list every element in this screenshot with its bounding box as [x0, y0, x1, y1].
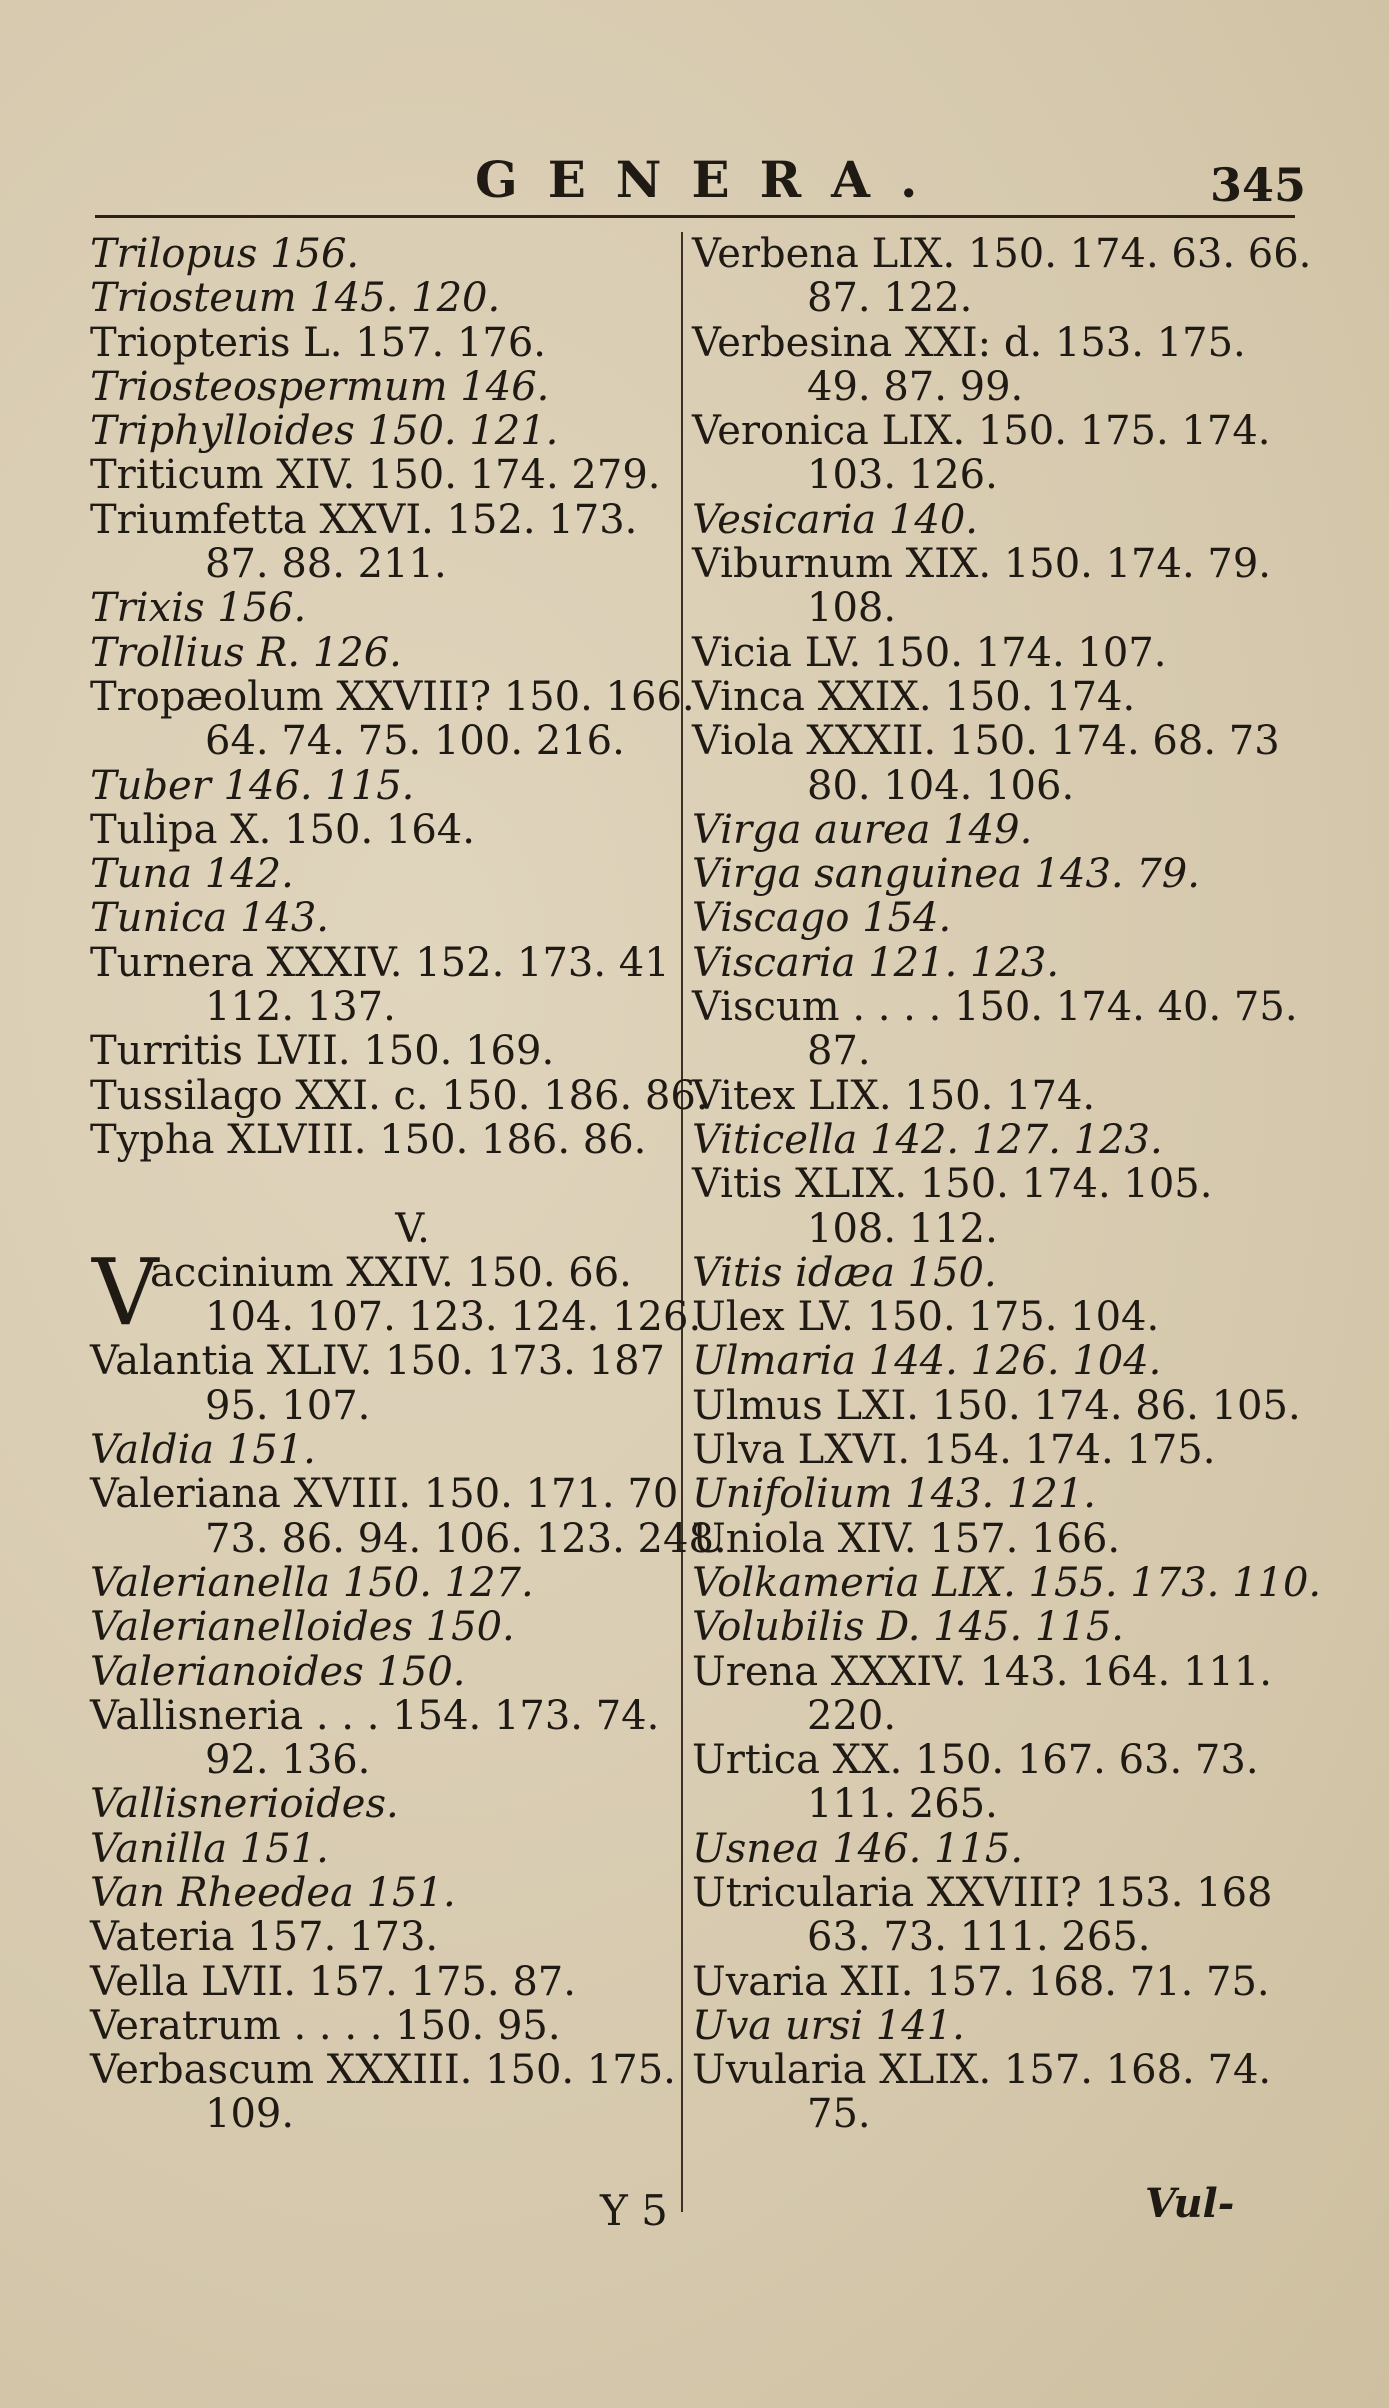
index-entry-continuation — [692, 365, 1312, 409]
index-entry-text: Veratrum . . . . 150. 95. — [90, 2002, 561, 2049]
index-entry — [90, 232, 675, 276]
index-entry-text: 108. — [807, 585, 897, 632]
index-entry-text: Vallisneria . . . 154. 173. 74. — [90, 1692, 660, 1739]
index-entry — [90, 1871, 675, 1915]
index-entry — [90, 1072, 709, 1119]
index-entry — [692, 1738, 1312, 1782]
index-entry — [692, 2004, 1312, 2048]
index-entry-text: Turnera XXXIV. 152. 173. 41 — [90, 939, 670, 986]
index-entry — [692, 719, 1312, 763]
index-entry — [692, 409, 1312, 453]
index-entry-continuation — [90, 542, 675, 586]
index-entry-text: Viscago 154. — [692, 895, 952, 942]
left-column — [90, 231, 727, 2138]
index-entry — [692, 852, 1312, 896]
index-entry — [692, 321, 1312, 365]
index-entry-text: Vanilla 151. — [90, 1825, 329, 1872]
index-entry-text: Uvaria XII. 157. 168. 71. 75. — [692, 1958, 1270, 2005]
index-entry-text: Tunica 143. — [90, 895, 330, 942]
index-entry — [692, 2048, 1312, 2092]
index-entry-text: Viola XXXII. 150. 174. 68. 73 — [692, 718, 1280, 765]
index-entry-text: Tuber 146. 115. — [90, 762, 415, 809]
index-entry — [90, 1029, 675, 1073]
index-entry-text: Verbena LIX. 150. 174. 63. 66. — [692, 231, 1312, 277]
index-entry-text: Turritis LVII. 150. 169. — [90, 1028, 555, 1075]
drop-cap-letter: V — [92, 1238, 159, 1346]
index-entry — [90, 852, 675, 896]
index-entry — [692, 498, 1312, 542]
index-entry-text: 73. 86. 94. 106. 123. 248. — [205, 1515, 727, 1562]
index-entry-text: 87. 88. 211. — [205, 541, 447, 588]
index-entry-text: V. — [395, 1205, 430, 1252]
index-entry — [692, 542, 1312, 586]
header-rule — [95, 215, 1295, 218]
index-entry-continuation — [692, 276, 1312, 320]
index-entry-text: Triphylloides 150. 121. — [90, 408, 559, 455]
index-entry-text: Typha XLVIII. 150. 186. 86. — [90, 1116, 647, 1163]
index-entry — [692, 1827, 1312, 1871]
index-entry — [692, 232, 1312, 276]
index-entry-text: Utricularia XXVIII? 153. 168 — [692, 1869, 1273, 1916]
index-entry-text: Ulex LV. 150. 175. 104. — [692, 1294, 1160, 1341]
blank-line — [90, 1162, 675, 1206]
index-entry-text: Tuna 142. — [90, 851, 294, 898]
index-entry-text: Urena XXXIV. 143. 164. 111. — [692, 1648, 1272, 1695]
index-entry-text: Verbesina XXI: d. 153. 175. — [692, 319, 1246, 366]
index-entry — [90, 498, 675, 542]
index-entry-text: Uvularia XLIX. 157. 168. 74. — [692, 2047, 1272, 2094]
index-entry-text: Vella LVII. 157. 175. 87. — [90, 1958, 576, 2005]
index-entry-continuation — [692, 764, 1312, 808]
index-entry — [90, 276, 675, 320]
index-entry — [692, 808, 1312, 852]
index-entry — [692, 1251, 1312, 1295]
index-entry — [90, 1782, 675, 1826]
index-entry-text: Vicia LV. 150. 174. 107. — [692, 629, 1167, 676]
index-entry-continuation — [692, 1207, 1312, 1251]
page-number: 345 — [1210, 158, 1307, 212]
index-entry-text: Ulva LXVI. 154. 174. 175. — [692, 1427, 1216, 1474]
index-entry-text: Valeriana XVIII. 150. 171. 70 — [90, 1471, 679, 1518]
index-entry — [692, 675, 1312, 719]
index-entry — [90, 409, 675, 453]
index-entry-text: Vitis XLIX. 150. 174. 105. — [692, 1161, 1213, 1208]
index-entry-text: 80. 104. 106. — [807, 762, 1075, 809]
index-entry — [90, 1960, 675, 2004]
index-entry-continuation — [692, 453, 1312, 497]
index-entry-continuation — [692, 1782, 1312, 1826]
index-entry — [90, 1694, 675, 1738]
index-entry-text: 108. 112. — [807, 1205, 998, 1252]
index-entry — [90, 1650, 675, 1694]
index-entry-text: Valerianelloides 150. — [90, 1604, 515, 1651]
index-entry-text: Vesicaria 140. — [692, 496, 978, 543]
index-entry — [692, 1162, 1312, 1206]
index-entry — [692, 985, 1312, 1029]
catchword: Vul- — [1145, 2180, 1235, 2227]
index-entry-text: Viticella 142. 127. 123. — [692, 1116, 1163, 1163]
index-entry-text: Triumfetta XXVI. 152. 173. — [90, 496, 638, 543]
index-entry-text: Tulipa X. 150. 164. — [90, 806, 475, 853]
index-entry — [90, 1605, 675, 1649]
index-entry — [90, 1915, 675, 1959]
index-entry-text: Vateria 157. 173. — [90, 1914, 439, 1961]
index-entry-text: Uniola XIV. 157. 166. — [692, 1515, 1121, 1562]
index-entry-text: Valdia 151. — [90, 1427, 316, 1474]
index-entry — [90, 1118, 675, 1162]
index-entry — [90, 1428, 675, 1472]
index-entry-text: Tussilago XXI. c. 150. 186. 86. — [90, 1072, 709, 1119]
index-entry — [90, 2004, 675, 2048]
index-entry — [692, 1074, 1312, 1118]
index-entry-text: 75. — [807, 2091, 871, 2138]
running-head-title: GENERA. — [475, 150, 948, 209]
index-entry-text: 87. — [807, 1028, 871, 1075]
index-entry — [90, 586, 675, 630]
index-entry-text: 220. — [807, 1692, 897, 1739]
index-entry — [90, 1561, 675, 1605]
index-entry-text: 49. 87. 99. — [807, 363, 1024, 410]
index-entry-continuation — [90, 719, 675, 763]
index-entry — [692, 1118, 1312, 1162]
index-entry-text: 64. 74. 75. 100. 216. — [205, 718, 625, 765]
index-entry — [692, 1559, 1322, 1606]
index-entry-text: Unifolium 143. 121. — [692, 1471, 1096, 1518]
index-entry-text: Vitex LIX. 150. 174. — [692, 1072, 1096, 1119]
index-entry — [692, 1295, 1312, 1339]
index-entry-text: Trixis 156. — [90, 585, 307, 632]
index-entry — [90, 1339, 675, 1383]
index-entry — [692, 1339, 1312, 1383]
index-entry — [692, 1472, 1312, 1516]
index-entry-text: 112. 137. — [205, 984, 396, 1031]
index-entry-text: 87. 122. — [807, 275, 973, 322]
index-entry-text: Veronica LIX. 150. 175. 174. — [692, 408, 1271, 455]
index-entry-text: Vitis idæa 150. — [692, 1249, 997, 1296]
index-entry — [90, 673, 695, 720]
index-entry-text: Triosteospermum 146. — [90, 363, 550, 410]
index-entry-text: Triosteum 145. 120. — [90, 275, 501, 322]
index-entry-continuation — [90, 1384, 675, 1428]
index-entry — [692, 631, 1312, 675]
index-entry — [692, 896, 1312, 940]
index-entry-text: Ulmaria 144. 126. 104. — [692, 1338, 1162, 1385]
index-entry — [90, 764, 675, 808]
index-entry-text: Viburnum XIX. 150. 174. 79. — [692, 541, 1271, 588]
index-entry — [90, 1471, 679, 1518]
index-entry — [90, 453, 675, 497]
index-entry — [692, 1517, 1312, 1561]
index-entry-text: 92. 136. — [205, 1737, 371, 1784]
index-entry-text: 95. 107. — [205, 1382, 371, 1429]
index-entry — [90, 1827, 675, 1871]
index-entry — [692, 1960, 1312, 2004]
index-entry-text: 63. 73. 111. 265. — [807, 1914, 1151, 1961]
index-entry-text: 104. 107. 123. 124. 126. — [205, 1294, 702, 1341]
index-entry-continuation — [692, 1029, 1312, 1073]
index-entry-text: Van Rheedea 151. — [90, 1869, 456, 1916]
index-entry-text: 103. 126. — [807, 452, 998, 499]
index-entry-text: Triopteris L. 157. 176. — [90, 319, 547, 366]
index-entry-text: 109. — [205, 2091, 295, 2138]
index-entry-text: 111. 265. — [807, 1781, 998, 1828]
index-entry-text: Valerianoides 150. — [90, 1648, 466, 1695]
index-entry-continuation — [90, 1515, 727, 1562]
index-entry — [90, 896, 675, 940]
index-entry — [90, 808, 675, 852]
signature-mark: Y 5 — [600, 2186, 668, 2235]
index-entry-text: Triticum XIV. 150. 174. 279. — [90, 452, 661, 499]
index-entry-text: Volkameria LIX. 155. 173. 110. — [692, 1559, 1322, 1606]
index-entry — [692, 1384, 1312, 1428]
index-entry-text: Trollius R. 126. — [90, 629, 402, 676]
index-entry — [692, 1871, 1312, 1915]
index-entry-continuation — [692, 1915, 1312, 1959]
index-entry-text: Viscum . . . . 150. 174. 40. 75. — [692, 984, 1298, 1031]
index-entry-text: Virga aurea 149. — [692, 806, 1033, 853]
index-entry-text: Volubilis D. 145. 115. — [692, 1604, 1124, 1651]
index-entry-continuation — [692, 2092, 1312, 2136]
index-entry-text: Verbascum XXXIII. 150. 175. — [90, 2047, 676, 2094]
index-entry-continuation — [90, 2092, 675, 2136]
right-column — [692, 231, 1322, 2138]
index-entry — [692, 1428, 1312, 1472]
index-entry-continuation — [90, 1738, 675, 1782]
index-entry-text: Urtica XX. 150. 167. 63. 73. — [692, 1737, 1259, 1784]
index-entry — [692, 941, 1312, 985]
index-entry-text: Viscaria 121. 123. — [692, 939, 1060, 986]
index-entry-continuation — [90, 985, 675, 1029]
index-entry-text: Tropæolum XXVIII? 150. 166. — [90, 673, 695, 720]
index-entry-text: Trilopus 156. — [90, 231, 360, 277]
index-entry-text: Vinca XXIX. 150. 174. — [692, 673, 1136, 720]
index-entry-text: Valerianella 150. 127. — [90, 1559, 534, 1606]
section-heading — [90, 1207, 675, 1251]
index-entry-text: Uva ursi 141. — [692, 2002, 965, 2049]
index-entry-continuation — [692, 1694, 1312, 1738]
index-entry-continuation — [692, 586, 1312, 630]
index-entry-text: Usnea 146. 115. — [692, 1825, 1024, 1872]
index-entry — [90, 365, 675, 409]
index-entry — [692, 1650, 1312, 1694]
index-entry-continuation — [90, 1294, 702, 1341]
index-entry-text: accinium XXIV. 150. 66. — [150, 1249, 632, 1296]
index-entry — [90, 941, 675, 985]
index-entry — [692, 1605, 1312, 1649]
index-entry — [90, 631, 675, 675]
index-entry-text: Ulmus LXI. 150. 174. 86. 105. — [692, 1382, 1301, 1429]
index-entry — [90, 321, 675, 365]
column-divider — [681, 232, 683, 2212]
index-entry-text: Valantia XLIV. 150. 173. 187 — [90, 1338, 665, 1385]
index-entry-text: Virga sanguinea 143. 79. — [692, 851, 1200, 898]
index-entry-text: Vallisnerioides. — [90, 1781, 399, 1828]
index-entry — [90, 2048, 675, 2092]
